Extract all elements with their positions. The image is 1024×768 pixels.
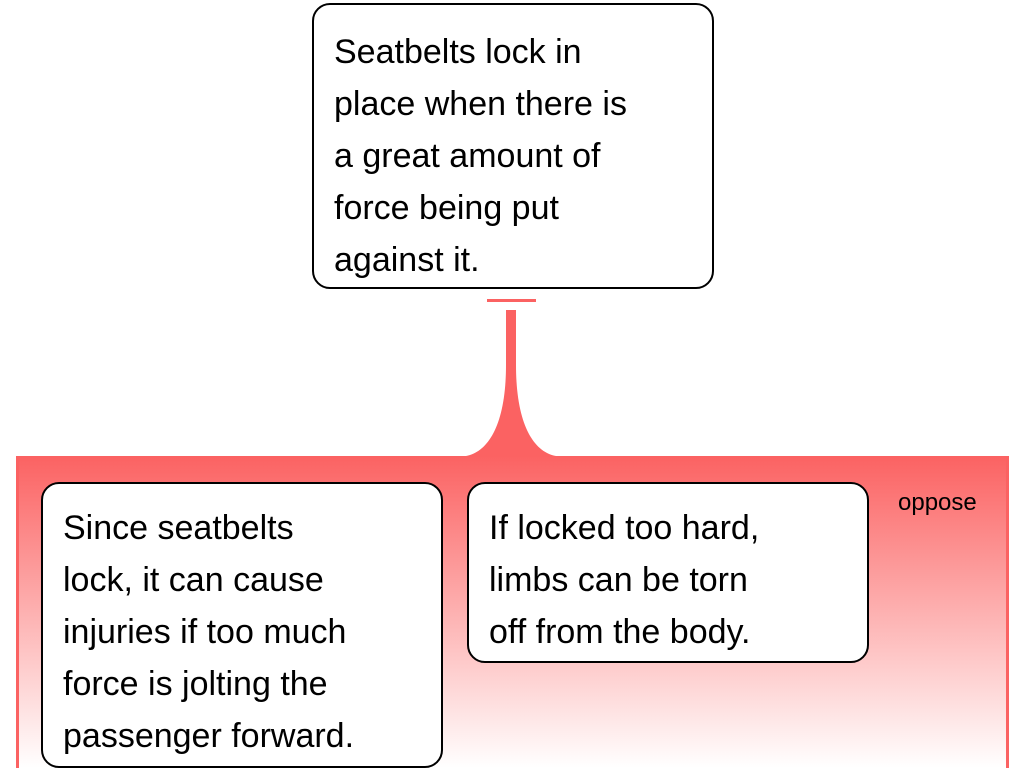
objection-text: If locked too hard, limbs can be torn off from the body. <box>489 509 760 651</box>
claim-anchor-bar <box>487 299 536 302</box>
objection-node[interactable] <box>41 482 443 768</box>
claim-text: Seatbelts lock in place when there is a great amount of force being put against it. <box>334 33 627 279</box>
objection-group-right-edge <box>1006 456 1009 768</box>
relation-label-oppose: oppose <box>898 489 977 516</box>
oppose-connector-stem <box>466 310 556 456</box>
claim-node[interactable] <box>312 3 714 289</box>
objection-text: Since seatbelts lock, it can cause injuries if too much force is jolting the passenger forward. <box>63 509 355 755</box>
objection-group-left-edge <box>16 456 19 768</box>
objection-node[interactable] <box>467 482 869 663</box>
